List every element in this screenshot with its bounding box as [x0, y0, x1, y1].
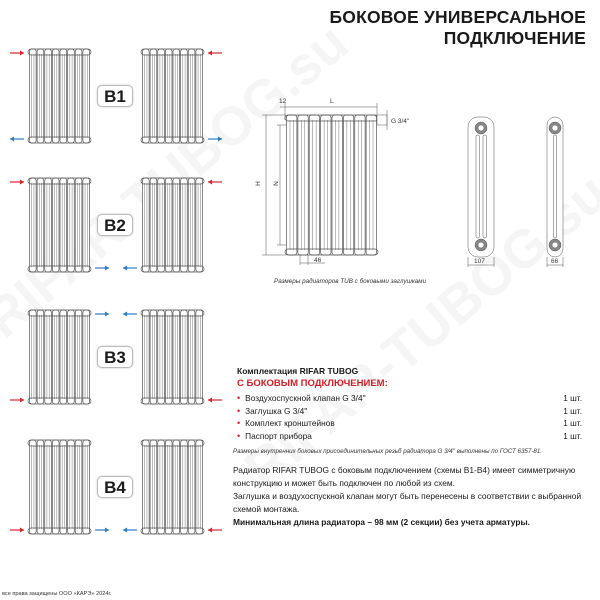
page-title — [329, 7, 586, 49]
radiator-left — [10, 440, 109, 534]
return-arrow-icon — [95, 266, 109, 271]
dimension-drawing — [250, 95, 600, 275]
kit-subheading: С БОКОВЫМ ПОДКЛЮЧЕНИЕМ: — [237, 378, 388, 389]
bullet-icon: • — [237, 431, 241, 442]
kit-item-name — [237, 431, 312, 441]
supply-arrow-icon — [10, 51, 24, 56]
kit-item-label: Комплект кронштейнов — [245, 418, 335, 429]
kit-list — [237, 366, 582, 442]
scheme-label: B1 — [97, 85, 133, 107]
dim-thread: G 3/4'' — [391, 118, 410, 125]
radiator-left — [10, 178, 109, 272]
dim-L: L — [330, 98, 334, 105]
drawing-caption: Размеры радиаторов TUB с боковыми заглушками — [274, 278, 427, 285]
kit-heading: Комплектация RIFAR TUBOG — [237, 366, 359, 376]
bullet-icon: • — [237, 393, 241, 404]
radiator-left — [10, 49, 91, 143]
kit-item-qty: 1 шт. — [563, 393, 582, 404]
description — [233, 464, 588, 529]
kit-item — [237, 405, 582, 418]
scheme-label: B2 — [97, 214, 133, 236]
dim-H: H — [254, 181, 262, 186]
kit-item-label: Паспорт прибора — [245, 431, 312, 442]
return-arrow-icon — [123, 528, 137, 533]
kit-item-qty: 1 шт. — [563, 431, 582, 442]
radiator-left — [10, 310, 109, 404]
kit-item-name — [237, 393, 366, 403]
thread-note: Размеры внутренних боковых присоединительных резьб радиатора G 3/4'' выполнены по ГОСТ 6357-81. — [233, 448, 542, 455]
return-arrow-icon — [123, 312, 137, 317]
kit-item — [237, 430, 582, 443]
supply-arrow-icon — [10, 528, 24, 533]
supply-arrow-icon — [10, 398, 24, 403]
radiator-right — [141, 49, 222, 143]
radiator-right — [123, 178, 222, 272]
dim-N: N — [272, 181, 280, 186]
kit-item-qty: 1 шт. — [563, 405, 582, 416]
bullet-icon: • — [237, 405, 241, 416]
bullet-icon: • — [237, 418, 241, 429]
kit-item-name — [237, 418, 335, 428]
title-line: БОКОВОЕ УНИВЕРСАЛЬНОЕ — [329, 7, 586, 27]
kit-item — [237, 392, 582, 405]
kit-item-name — [237, 406, 307, 416]
title-line: ПОДКЛЮЧЕНИЕ — [443, 28, 586, 48]
dim-66: 66 — [551, 258, 559, 265]
radiator-right — [123, 310, 222, 404]
radiator-right — [123, 440, 222, 534]
kit-item — [237, 417, 582, 430]
dim-12: 12 — [279, 98, 287, 105]
description-min-length: Минимальная длина радиатора – 98 мм (2 секции) без учета арматуры. — [233, 517, 530, 527]
supply-arrow-icon — [208, 180, 222, 185]
supply-arrow-icon — [10, 180, 24, 185]
supply-arrow-icon — [208, 51, 222, 56]
kit-item-label: Воздухоспускной клапан G 3/4'' — [245, 393, 366, 404]
kit-item-label: Заглушка G 3/4'' — [245, 405, 308, 416]
supply-arrow-icon — [208, 528, 222, 533]
scheme-label: B4 — [97, 476, 133, 498]
return-arrow-icon — [95, 528, 109, 533]
description-p2: Заглушка и воздухоспускной клапан могут быть перенесены в соответствии с выбранной схемой монтажа. — [233, 491, 582, 514]
return-arrow-icon — [10, 137, 24, 142]
scheme-label: B3 — [97, 346, 133, 368]
return-arrow-icon — [208, 137, 222, 142]
copyright-footer: все права защищены ООО «КАРЭ» 2024г. — [2, 591, 112, 597]
return-arrow-icon — [123, 266, 137, 271]
description-p1: Радиатор RIFAR TUBOG с боковым подключением (схемы B1-B4) имеет симметричную конструкцию и может быть подключен по любой из схем. — [233, 465, 576, 488]
dim-107: 107 — [474, 258, 485, 265]
kit-item-qty: 1 шт. — [563, 418, 582, 429]
supply-arrow-icon — [208, 398, 222, 403]
dim-46: 46 — [314, 257, 322, 264]
return-arrow-icon — [95, 312, 109, 317]
